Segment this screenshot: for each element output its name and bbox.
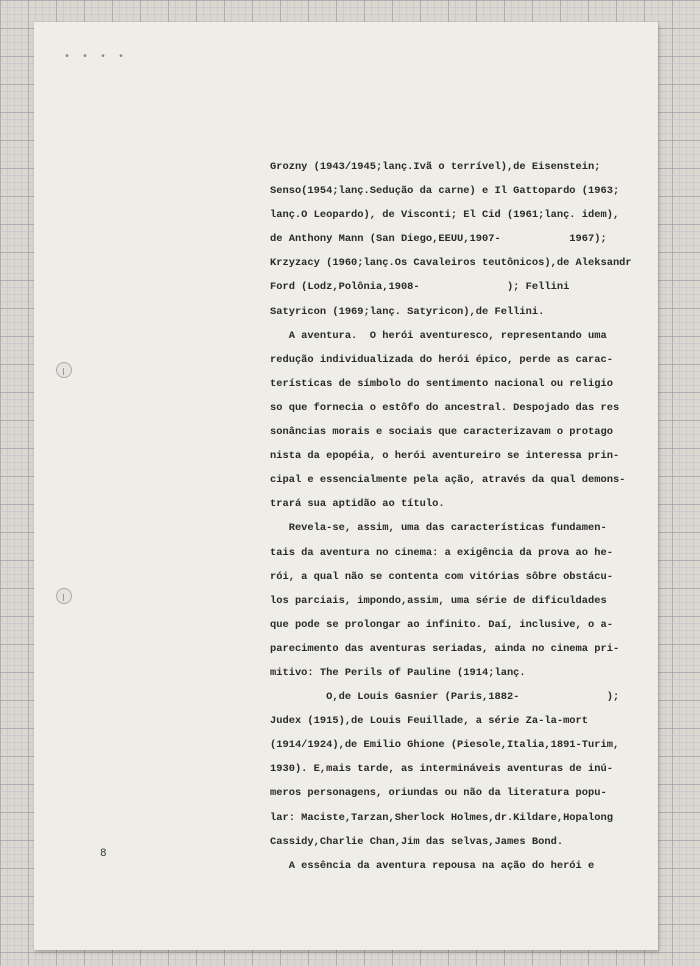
document-page [34,22,658,950]
text-line: mitivo: The Perils of Pauline (1914;lanç. [270,666,526,679]
corner-marks: • • • • [64,52,128,63]
text-line: de Anthony Mann (San Diego,EEUU,1907- 1967); [270,233,607,246]
text-line: Krzyzacy (1960;lanç.Os Cavaleiros teutônicos),de Aleksandr [270,257,632,270]
punch-hole-upper-icon [56,362,72,378]
text-line: 1930). E,mais tarde, as intermináveis aventuras de inú- [270,763,613,776]
text-line: nista da epopéia, o herói aventureiro se interessa prin- [270,450,620,463]
page-number: 8 [100,848,107,860]
text-line: O,de Louis Gasnier (Paris,1882- ); [270,691,620,704]
text-line: terísticas de símbolo do sentimento nacional ou religio [270,377,613,390]
text-line: A essência da aventura repousa na ação do herói e [270,859,595,872]
text-line: Senso(1954;lanç.Sedução da carne) e Il Gattopardo (1963; [270,185,620,198]
text-line: Grozny (1943/1945;lanç.Ivã o terrível),de Eisenstein; [270,161,601,173]
text-line: trará sua aptidão ao título. [270,498,445,511]
text-line: Ford (Lodz,Polônia,1908- ); Fellini [270,281,570,294]
text-line: (1914/1924),de Emilio Ghione (Piesole,Italia,1891-Turim, [270,739,620,752]
text-line: redução individualizada do herói épico, perde as carac- [270,353,613,366]
text-line: los parciais, impondo,assim, uma série de dificuldades [270,594,607,607]
text-line: Satyricon (1969;lanç. Satyricon),de Fellini. [270,305,545,318]
section-heading-line: A aventura. O herói aventuresco, representando uma [270,329,607,342]
text-line: cipal e essencialmente pela ação, através da qual demons- [270,474,626,487]
text-line: Cassidy,Charlie Chan,Jim das selvas,James Bond. [270,835,564,848]
text-line: lanç.O Leopardo), de Visconti; El Cid (1961;lanç. idem), [270,209,620,222]
text-line: Revela-se, assim, uma das características fundamen- [270,522,607,535]
text-line: Judex (1915),de Louis Feuillade, a série Za-la-mort [270,715,589,728]
text-line: rói, a qual não se contenta com vitórias sôbre obstácu- [270,570,613,583]
text-line: lar: Maciste,Tarzan,Sherlock Holmes,dr.Kildare,Hopalong [270,811,613,824]
text-line: parecimento das aventuras seriadas, ainda no cinema pri- [270,642,620,655]
typed-text-body [270,155,644,878]
text-line: tais da aventura no cinema: a exigência da prova ao he- [270,546,613,559]
text-line: sonâncias morais e sociais que caracterizavam o protago [270,426,613,439]
text-line: so que fornecia o estôfo do ancestral. Despojado das res [270,401,620,414]
text-line: que pode se prolongar ao infinito. Daí, inclusive, o a- [270,618,613,631]
text-line: meros personagens, oriundas ou não da literatura popu- [270,787,607,800]
punch-hole-lower-icon [56,588,72,604]
